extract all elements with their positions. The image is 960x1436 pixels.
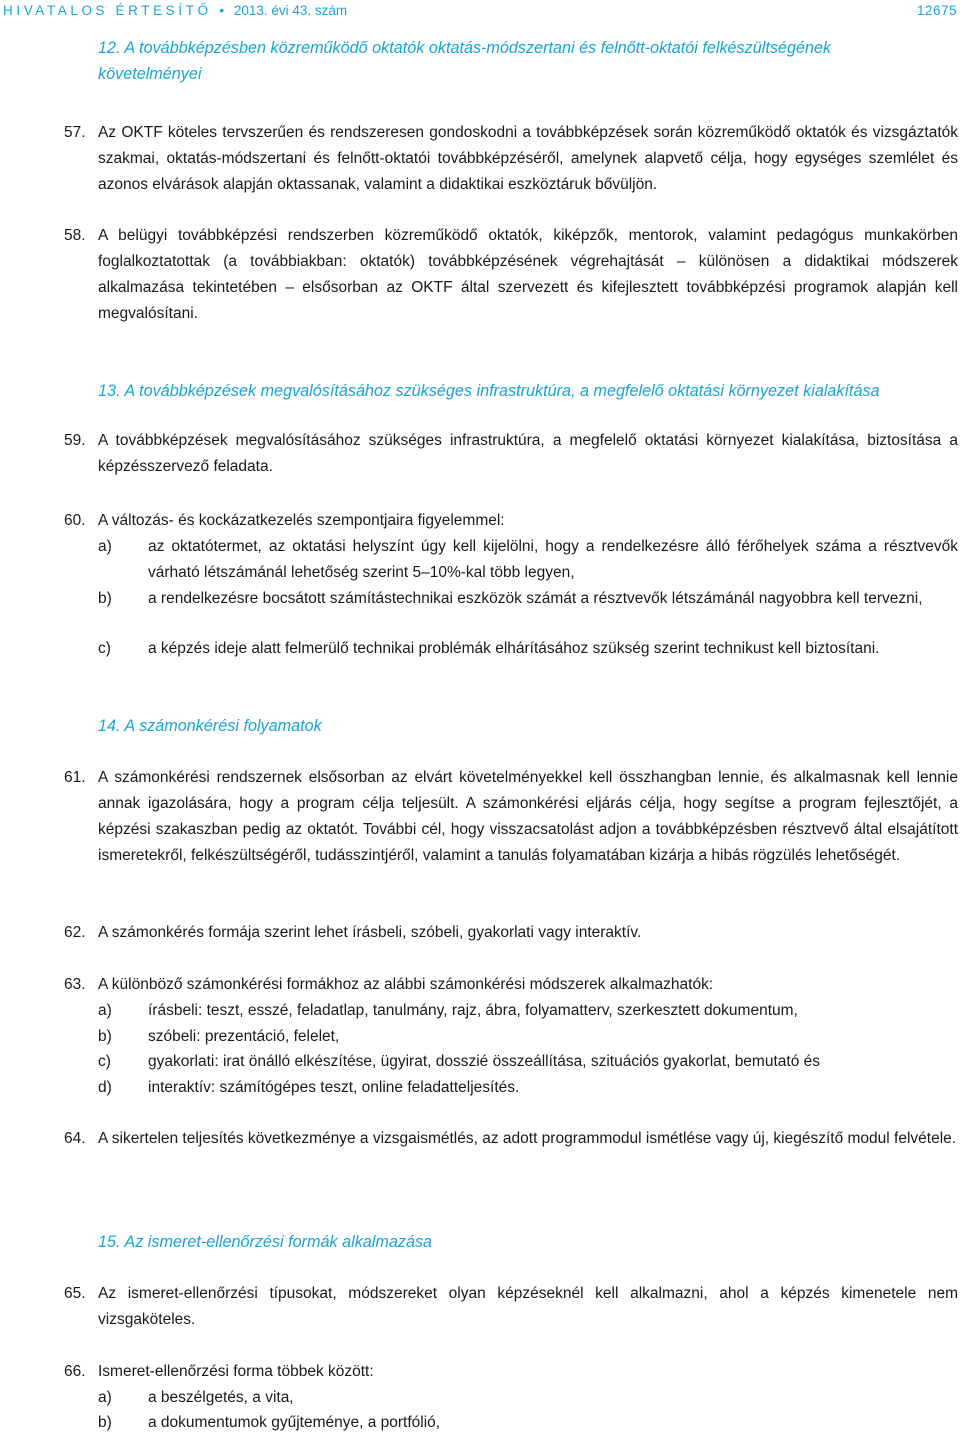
section-15-title: 15. Az ismeret-ellenőrzési formák alkalmazása — [98, 1233, 433, 1251]
paragraph-66-number: 66. — [64, 1363, 86, 1380]
section-12-title-line-2: követelményei — [98, 65, 202, 83]
paragraph-61-text: A számonkérési rendszernek elsősorban az elvárt követelményekkel kell összhangban lennie, és alkalmasnak kell lennie annak igazolására, hogy a program célja teljesült. A számonkérési eljárás célja, hogy segítse a program fejlesztőjét, a képzési szakaszban pedig az oktatót. További cél, hogy visszacsatolást adjon a továbbképzésben résztvevő által elsajátított ismeretekről, felkészültségéről, tudásszintjéről, valamint a tanulás folyamatában kizárja a hibás rögzülés lehetőségét. — [98, 769, 958, 864]
list-item-text: írásbeli: teszt, esszé, feladatlap, tanulmány, rajz, ábra, folyamatterv, szerkesztett dokumentum, — [148, 1002, 798, 1019]
list-item-text: a rendelkezésre bocsátott számítástechnikai eszközök számát a résztvevők létszámánál nagyobbra kell tervezni, — [148, 590, 923, 607]
paragraph-62-number: 62. — [64, 924, 86, 941]
issue-label: 2013. évi 43. szám — [233, 3, 348, 18]
list-item-letter: b) — [98, 590, 112, 607]
header-left — [3, 0, 347, 22]
paragraph-63-number: 63. — [64, 976, 86, 993]
journal-name: HIVATALOS ÉRTESÍTŐ — [3, 3, 212, 18]
list-item-text: az oktatótermet, az oktatási helyszínt úgy kell kijelölni, hogy a rendelkezésre álló férőhelyek száma a résztvevők várható létszámánál lehetőség szerint 5–10%-kal több legyen, — [148, 538, 958, 581]
list-item-letter: b) — [98, 1414, 112, 1431]
paragraph-62-text: A számonkérés formája szerint lehet írásbeli, szóbeli, gyakorlati vagy interaktív. — [98, 924, 642, 941]
list-item-letter: a) — [98, 1389, 112, 1406]
list-item-letter: a) — [98, 1002, 112, 1019]
list-item-letter: d) — [98, 1079, 112, 1096]
list-item-letter: c) — [98, 1053, 111, 1070]
list-item-text: interaktív: számítógépes teszt, online feladatteljesítés. — [148, 1079, 520, 1096]
header-bullet: • — [219, 3, 225, 18]
paragraph-63-intro: A különböző számonkérési formákhoz az alábbi számonkérési módszerek alkalmazhatók: — [98, 976, 714, 993]
paragraph-59-text: A továbbképzések megvalósításához szükséges infrastruktúra, a megfelelő oktatási környezet kialakítása, biztosítása a képzésszervező feladata. — [98, 432, 958, 475]
paragraph-58-number: 58. — [64, 227, 86, 244]
paragraph-60-intro: A változás- és kockázatkezelés szempontjaira figyelemmel: — [98, 512, 505, 529]
list-item-letter: c) — [98, 640, 111, 657]
list-item-letter: a) — [98, 538, 112, 555]
paragraph-65-number: 65. — [64, 1285, 86, 1302]
paragraph-61-number: 61. — [64, 769, 86, 786]
paragraph-57-text: Az OKTF köteles tervszerűen és rendszeresen gondoskodni a továbbképzések során közreműködő oktatók és vizsgáztatók szakmai, oktatás-módszertani és felnőtt-oktatói továbbképzéséről, amelynek alapvető célja, hogy egységes szemlélet és azonos elvárások alapján oktassanak, valamint a didaktikai eszköztáruk bővüljön. — [98, 124, 958, 193]
list-item-text: szóbeli: prezentáció, felelet, — [148, 1028, 340, 1045]
section-12-title-line-1: 12. A továbbképzésben közreműködő oktatók oktatás-módszertani és felnőtt-oktatói felkészültségének — [98, 39, 832, 57]
paragraph-65-text: Az ismeret-ellenőrzési típusokat, módszereket olyan képzéseknél kell alkalmazni, ahol a képzés kimenetele nem vizsgaköteles. — [98, 1285, 958, 1328]
paragraph-58-text: A belügyi továbbképzési rendszerben közreműködő oktatók, kiképzők, mentorok, valamint pedagógus munkakörben foglalkoztatottak (a továbbiakban: oktatók) továbbképzésének végrehajtását – különösen a didaktikai módszerek alkalmazása tekintetében – elsősorban az OKTF által szervezett és kifejlesztett továbbképzési programok alapján kell megvalósítani. — [98, 227, 958, 322]
list-item-text: a beszélgetés, a vita, — [148, 1389, 294, 1406]
paragraph-64-number: 64. — [64, 1130, 86, 1147]
page-number: 12675 — [916, 3, 957, 18]
paragraph-59-number: 59. — [64, 432, 86, 449]
section-14-title: 14. A számonkérési folyamatok — [98, 717, 322, 735]
section-13-title: 13. A továbbképzések megvalósításához szükséges infrastruktúra, a megfelelő oktatási környezet kialakítása — [98, 382, 880, 400]
paragraph-60-number: 60. — [64, 512, 86, 529]
list-item-letter: b) — [98, 1028, 112, 1045]
list-item-text: a képzés ideje alatt felmerülő technikai problémák elhárításához szükség szerint technikust kell biztosítani. — [148, 640, 880, 657]
paragraph-64-text: A sikertelen teljesítés következménye a vizsgaismétlés, az adott programmodul ismétlése vagy új, kiegészítő modul felvétele. — [98, 1130, 957, 1147]
running-header — [0, 0, 960, 22]
list-item-text: gyakorlati: irat önálló elkészítése, ügyirat, dosszié összeállítása, szituációs gyakorlat, bemutató és — [148, 1053, 820, 1070]
paragraph-57-number: 57. — [64, 124, 86, 141]
list-item-text: a dokumentumok gyűjteménye, a portfólió, — [148, 1414, 441, 1431]
paragraph-66-intro: Ismeret-ellenőrzési forma többek között: — [98, 1363, 374, 1380]
